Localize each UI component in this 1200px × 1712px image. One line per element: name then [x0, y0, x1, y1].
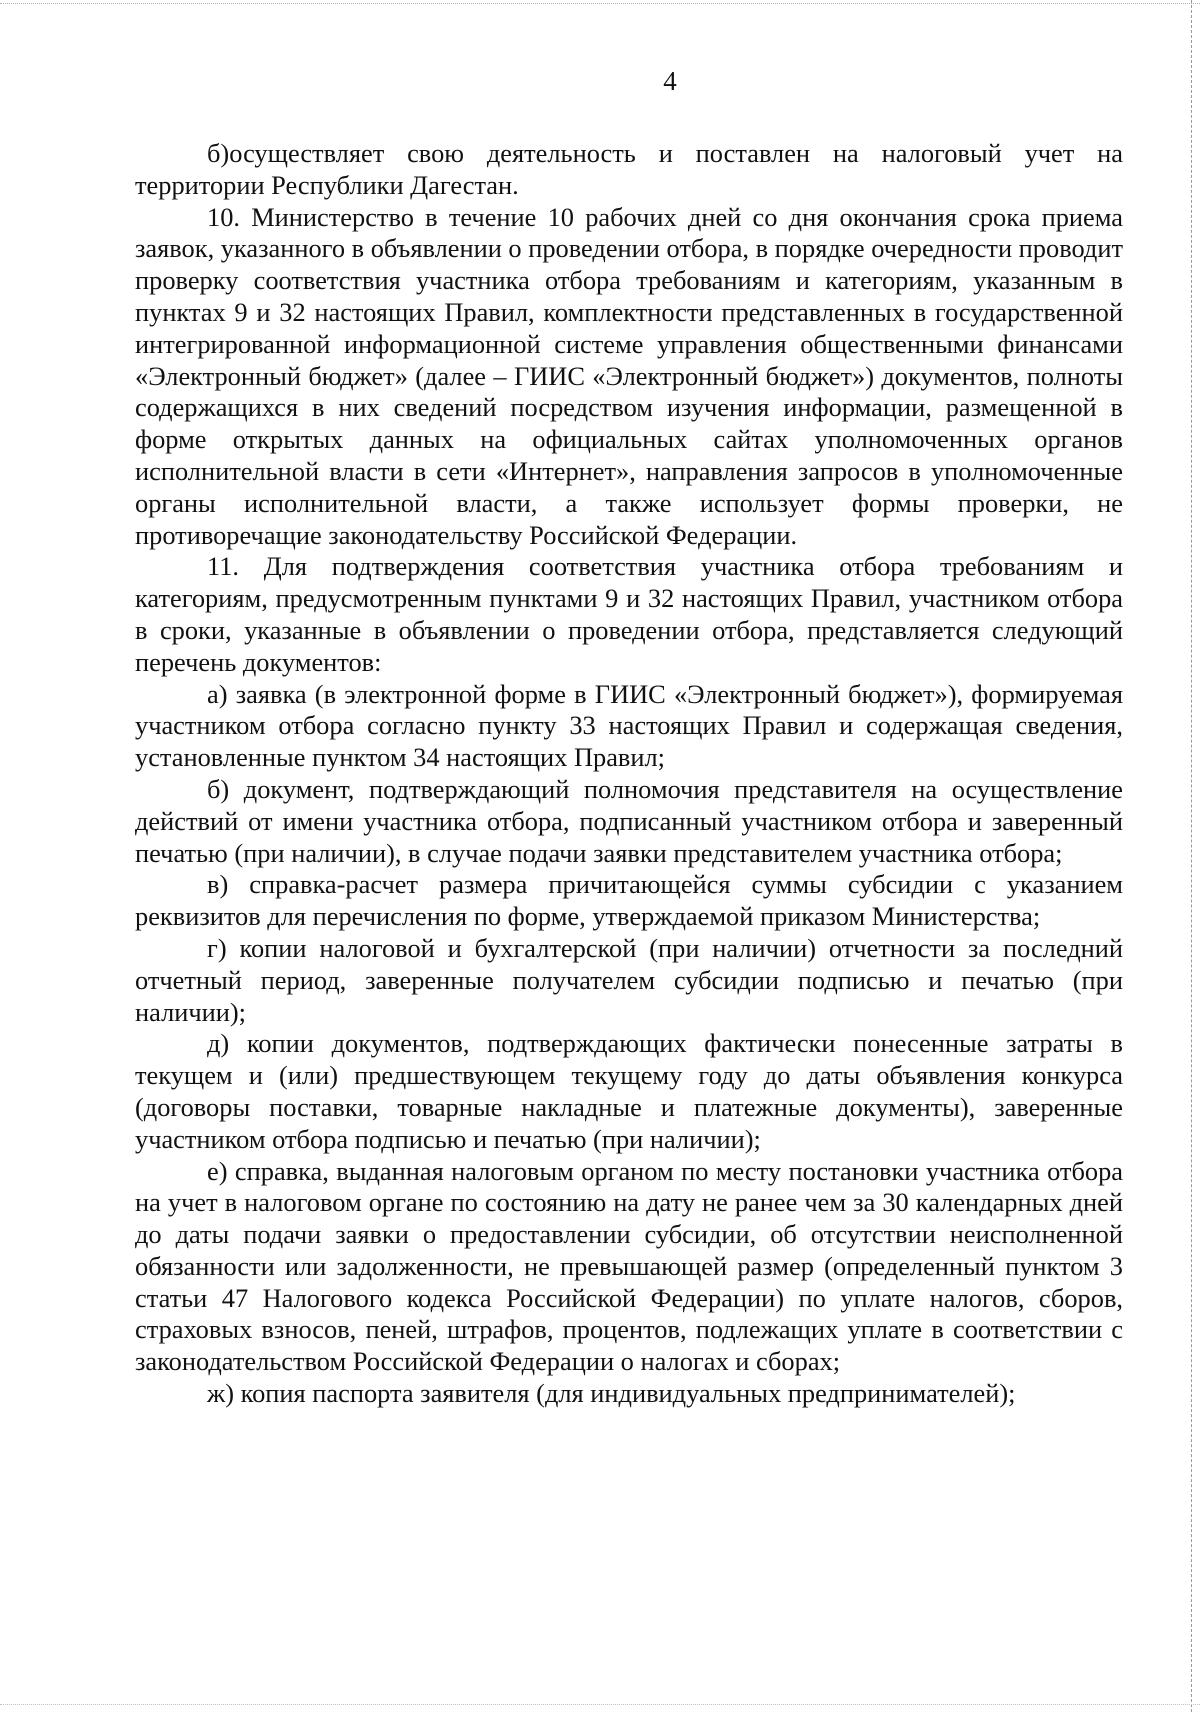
document-body [135, 138, 1123, 1410]
list-item-v-subsidy-calculation: в) справка-расчет размера причитающейся суммы субсидии с указанием реквизитов для перечисления по форме, утверждаемой приказом Министерства; [135, 869, 1123, 932]
page-number: 4 [663, 66, 677, 96]
list-item-d-expense-documents: д) копии документов, подтверждающих фактически понесенные затраты в текущем и (или) предшествующем текущему году до даты объявления конкурса (договоры поставки, товарные накладные и платежные документы), заверенные участником отбора подписью и печатью (при наличии); [135, 1028, 1123, 1154]
scan-right-edge [1190, 0, 1192, 1712]
list-item-b-power-of-attorney: б) документ, подтверждающий полномочия представителя на осуществление действий от имени участника отбора, подписанный участником отбора и заверенный печатью (при наличии), в случае подачи заявки представителем участника отбора; [135, 773, 1123, 868]
paragraph-b-tax-registration: б)осуществляет свою деятельность и поставлен на налоговый учет на территории Республики Дагестан. [135, 138, 1123, 200]
list-item-zh-passport-copy: ж) копия паспорта заявителя (для индивидуальных предпринимателей); [207, 1378, 1016, 1409]
list-item-g-tax-reports: г) копии налоговой и бухгалтерской (при наличии) отчетности за последний отчетный период, заверенные получателем субсидии подписью и печатью (при наличии); [135, 932, 1123, 1027]
scan-bottom-edge [0, 1704, 1200, 1706]
list-item-e-tax-certificate: е) справка, выданная налоговым органом по месту постановки участника отбора на учет в налоговом органе по состоянию на дату не ранее чем за 30 календарных дней до даты подачи заявки о предоставлении субсидии, об отсутствии неисполненной обязанности или задолженности, не превышающей размер (определенный пунктом 3 статьи 47 Налогового кодекса Российской Федерации) по уплате налогов, сборов, страховых взносов, пеней, штрафов, процентов, подлежащих уплате в соответствии с законодательством Российской Федерации о налогах и сборах; [135, 1155, 1123, 1377]
list-item-a-application: а) заявка (в электронной форме в ГИИС «Электронный бюджет»), формируемая участником отбора согласно пункту 33 настоящих Правил и содержащая сведения, установленные пунктом 34 настоящих Правил; [135, 678, 1123, 773]
scan-top-edge [0, 3, 1200, 5]
paragraph-10-ministry-check: 10. Министерство в течение 10 рабочих дней со дня окончания срока приема заявок, указанного в объявлении о проведении отбора, в порядке очередности проводит проверку соответствия участника отбора требованиям и категориям, указанным в пунктах 9 и 32 настоящих Правил, комплектности представленных в государственной интегрированной информационной системе управления общественными финансами «Электронный бюджет» (далее – ГИИС «Электронный бюджет») документов, полноты содержащихся в них сведений посредством изучения информации, размещенной в форме открытых данных на официальных сайтах уполномоченных органов исполнительной власти в сети «Интернет», направления запросов в уполномоченные органы исполнительной власти, а также использует формы проверки, не противоречащие законодательству Российской Федерации. [135, 201, 1123, 550]
paragraph-11-documents-list: 11. Для подтверждения соответствия участника отбора требованиям и категориям, предусмотренным пунктами 9 и 32 настоящих Правил, участником отбора в сроки, указанные в объявлении о проведении отбора, представляется следующий перечень документов: [135, 551, 1123, 677]
